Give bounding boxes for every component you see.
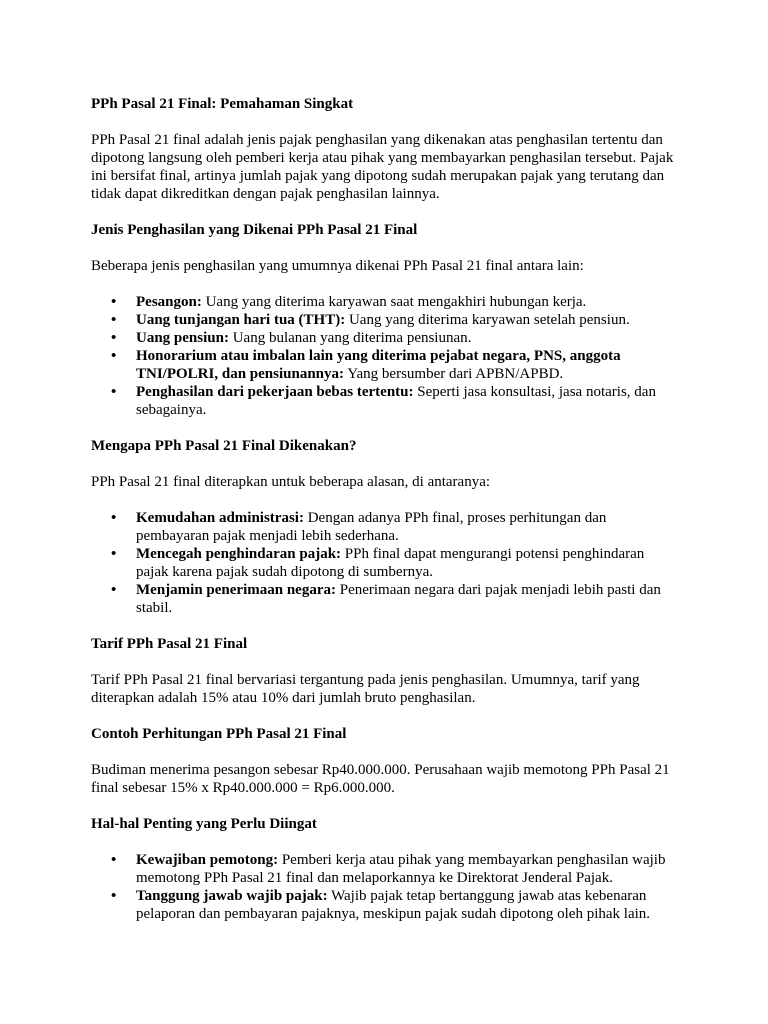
- document-title: PPh Pasal 21 Final: Pemahaman Singkat: [91, 96, 354, 112]
- list-item-term: Kewajiban pemotong:: [136, 852, 279, 868]
- bullet-icon: •: [111, 294, 117, 310]
- heading-penting: Hal-hal Penting yang Perlu Diingat: [91, 816, 317, 832]
- list-item: [91, 545, 676, 581]
- heading-tarif: Tarif PPh Pasal 21 Final: [91, 636, 248, 652]
- list-item: [91, 851, 676, 887]
- list-item: [91, 347, 676, 383]
- list-item: [91, 887, 676, 923]
- heading-contoh: Contoh Perhitungan PPh Pasal 21 Final: [91, 726, 347, 742]
- paragraph-contoh: Budiman menerima pesangon sebesar Rp40.000.000. Perusahaan wajib memotong PPh Pasal 21 final sebesar 15% x Rp40.000.000 = Rp6.000.000.: [91, 762, 670, 796]
- lead-mengapa: PPh Pasal 21 final diterapkan untuk beberapa alasan, di antaranya:: [91, 474, 491, 490]
- bullet-icon: •: [111, 384, 117, 400]
- list-item-text: PPh final dapat mengurangi potensi penghindaran pajak karena pajak sudah dipotong di sumbernya.: [136, 546, 645, 580]
- list-item-text: Penerimaan negara dari pajak menjadi lebih pasti dan stabil.: [136, 582, 661, 616]
- list-mengapa: [91, 509, 676, 617]
- list-item: [91, 383, 676, 419]
- bullet-icon: •: [111, 582, 117, 598]
- heading-jenis: Jenis Penghasilan yang Dikenai PPh Pasal 21 Final: [91, 222, 418, 238]
- list-item-term: Penghasilan dari pekerjaan bebas tertentu:: [136, 384, 414, 400]
- paragraph-tarif: Tarif PPh Pasal 21 final bervariasi tergantung pada jenis penghasilan. Umumnya, tarif yang diterapkan adalah 15% atau 10% dari jumlah bruto penghasilan.: [91, 672, 640, 706]
- list-penting: [91, 851, 676, 923]
- list-item: [91, 509, 676, 545]
- bullet-icon: •: [111, 330, 117, 346]
- list-item-text: Uang yang diterima karyawan setelah pensiun.: [345, 312, 630, 328]
- bullet-icon: •: [111, 312, 117, 328]
- bullet-icon: •: [111, 510, 117, 526]
- list-item-term: Tanggung jawab wajib pajak:: [136, 888, 328, 904]
- list-item: [91, 311, 676, 329]
- list-item-term: Menjamin penerimaan negara:: [136, 582, 336, 598]
- bullet-icon: •: [111, 546, 117, 562]
- bullet-icon: •: [111, 348, 117, 364]
- list-item-term: Pesangon:: [136, 294, 202, 310]
- list-item: [91, 293, 676, 311]
- list-item-text: Wajib pajak tetap bertanggung jawab atas kebenaran pelaporan dan pembayaran pajaknya, meskipun pajak sudah dipotong oleh pihak lain.: [136, 888, 651, 922]
- list-item-term: Honorarium atau imbalan lain yang diterima pejabat negara, PNS, anggota TNI/POLRI, dan pensiunannya:: [136, 348, 621, 382]
- list-item-term: Uang tunjangan hari tua (THT):: [136, 312, 346, 328]
- list-item-text: Uang yang diterima karyawan saat mengakhiri hubungan kerja.: [201, 294, 587, 310]
- intro-paragraph: PPh Pasal 21 final adalah jenis pajak penghasilan yang dikenakan atas penghasilan tertentu dan dipotong langsung oleh pemberi kerja atau pihak yang membayarkan penghasilan tersebut. Pajak ini bersifat final, artinya jumlah pajak yang dipotong sudah merupakan pajak yang terutang dan tidak dapat dikreditkan dengan pajak penghasilan lainnya.: [91, 132, 674, 202]
- list-item-text: Yang bersumber dari APBN/APBD.: [344, 366, 564, 382]
- list-jenis: [91, 293, 676, 419]
- list-item-term: Uang pensiun:: [136, 330, 229, 346]
- list-item-text: Dengan adanya PPh final, proses perhitungan dan pembayaran pajak menjadi lebih sederhana.: [136, 510, 607, 544]
- lead-jenis: Beberapa jenis penghasilan yang umumnya dikenai PPh Pasal 21 final antara lain:: [91, 258, 584, 274]
- list-item-text: Pemberi kerja atau pihak yang membayarkan penghasilan wajib memotong PPh Pasal 21 final dan melaporkannya ke Direktorat Jenderal Pajak.: [136, 852, 666, 886]
- bullet-icon: •: [111, 852, 117, 868]
- list-item: [91, 329, 676, 347]
- list-item-term: Kemudahan administrasi:: [136, 510, 304, 526]
- list-item: [91, 581, 676, 617]
- heading-mengapa: Mengapa PPh Pasal 21 Final Dikenakan?: [91, 438, 357, 454]
- document-page: [91, 95, 676, 941]
- bullet-icon: •: [111, 888, 117, 904]
- list-item-text: Seperti jasa konsultasi, jasa notaris, dan sebagainya.: [136, 384, 656, 418]
- list-item-term: Mencegah penghindaran pajak:: [136, 546, 342, 562]
- list-item-text: Uang bulanan yang diterima pensiunan.: [228, 330, 472, 346]
